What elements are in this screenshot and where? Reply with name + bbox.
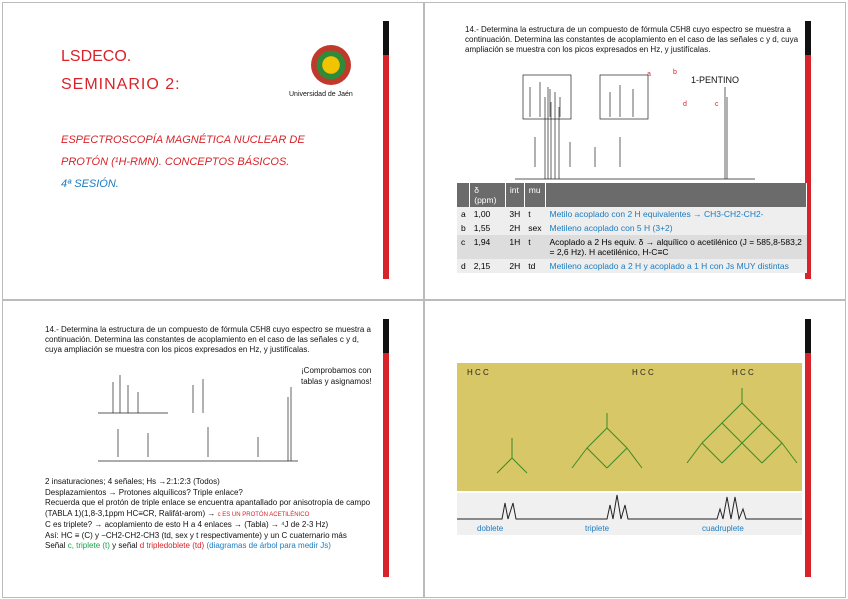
- table-row: b 1,55 2H sex Metileno acoplado con 5 H (3+2): [457, 221, 807, 235]
- nmr-spectrum: [98, 367, 298, 463]
- check-note: ¡Comprobamos con tablas y asignamos!: [301, 366, 372, 386]
- quartet-label: cuadruplete: [702, 524, 744, 533]
- table-row: d 2,15 2H td Metileno acoplado a 2 H y acoplado a 1 H con Js MUY distintas: [457, 259, 807, 273]
- compound-name: 1-PENTINO: [691, 75, 740, 85]
- slide-4: [424, 300, 846, 598]
- svg-text:H C C: H C C: [467, 368, 489, 377]
- university-logo: [311, 45, 351, 85]
- label-b: b: [673, 69, 677, 76]
- multiplet-peaks: [457, 493, 802, 523]
- slide-2: [424, 2, 846, 300]
- title-line-2: SEMINARIO 2:: [61, 76, 181, 93]
- slide-3: [2, 300, 424, 598]
- triplet-label: triplete: [585, 524, 610, 533]
- table-row: c 1,94 1H t Acoplado a 2 Hs equiv. δ → alquílico o acetilénico (J = 585,8-583,2 = 2,6 Hz). H acetilénico, H-C≡C: [457, 235, 807, 259]
- explanation: 2 insaturaciones; 4 señales; Hs →2:1:2:3 (Todos) Desplazamientos → Protones alquílicos? Triple enlace? Recuerda que el protón de triple enlace se encuentra apantallado por anisotropía de campo (TABLA 1)(1,8-3,1ppm HC≡CR, Ralifát-arom) → c ES UN PROTÓN ACETILÉNICO C es triplete? → acoplamiento de esto H a 4 enlaces → (Tabla) → ⁴J de 2-3 Hz) Así: HC ≡ (C) y −CH2-CH2-CH3 (td, sex y t respectivamente) y un C cuaternario más Señal c, triplete (t) y señal d tripledoblete (td) (diagramas de árbol para medir Js): [45, 477, 371, 550]
- table-row: a 1,00 3H t Metilo acoplado con 2 H equivalentes → CH3-CH2-CH2-: [457, 207, 807, 221]
- slide-accent-bar: [383, 21, 389, 279]
- slide-accent-bar: [805, 319, 811, 577]
- title-line-1: LSDECO.: [61, 48, 132, 65]
- svg-text:H C C: H C C: [632, 368, 654, 377]
- question-text: 14.- Determina la estructura de un compuesto de fórmula C5H8 cuyo espectro se muestra a continuación. Determina las constantes de acoplamiento en el caso de las señales c y d, cuya ampliación se muestra con los picos expresados en Hz, y justifícalas.: [45, 325, 371, 354]
- label-d: d: [683, 101, 687, 108]
- slide-1: [2, 2, 424, 300]
- logo-text: Universidad de Jaén: [289, 91, 353, 98]
- subtitle-3: 4ª SESIÓN.: [61, 178, 119, 190]
- subtitle-1: ESPECTROSCOPÍA MAGNÉTICA NUCLEAR DE: [61, 134, 305, 146]
- assignment-table: δ (ppm) int mu a 1,00 3H t Metilo acoplado con 2 H equivalentes → CH3-CH2-CH2- b 1,55 2H sex Metileno acoplado con 5 H (3+2) c 1,94 1H t Acoplado a 2 Hs equiv. δ → alquílico o acetilénico (J = 585,8-583,2 = 2,6 Hz). H acetilénico, H-C≡C d 2,15 2H td Metileno acoplado a 2 H y acoplado a 1 H con Js MUY distintas: [457, 183, 807, 273]
- label-c: c: [715, 101, 719, 108]
- splitting-tree-diagram: [457, 363, 802, 491]
- svg-text:H C C: H C C: [732, 368, 754, 377]
- question-text: 14.- Determina la estructura de un compuesto de fórmula C5H8 cuyo espectro se muestra a continuación. Determina las constantes de acoplamiento en el caso de las señales c y d, cuya ampliación se muestra con los picos expresados en Hz, y justifícalas.: [465, 25, 799, 54]
- doublet-label: doblete: [477, 524, 504, 533]
- label-a: a: [647, 71, 651, 78]
- subtitle-2: PROTÓN (¹H-RMN). CONCEPTOS BÁSICOS.: [61, 156, 290, 168]
- pattern-panel: [457, 493, 802, 535]
